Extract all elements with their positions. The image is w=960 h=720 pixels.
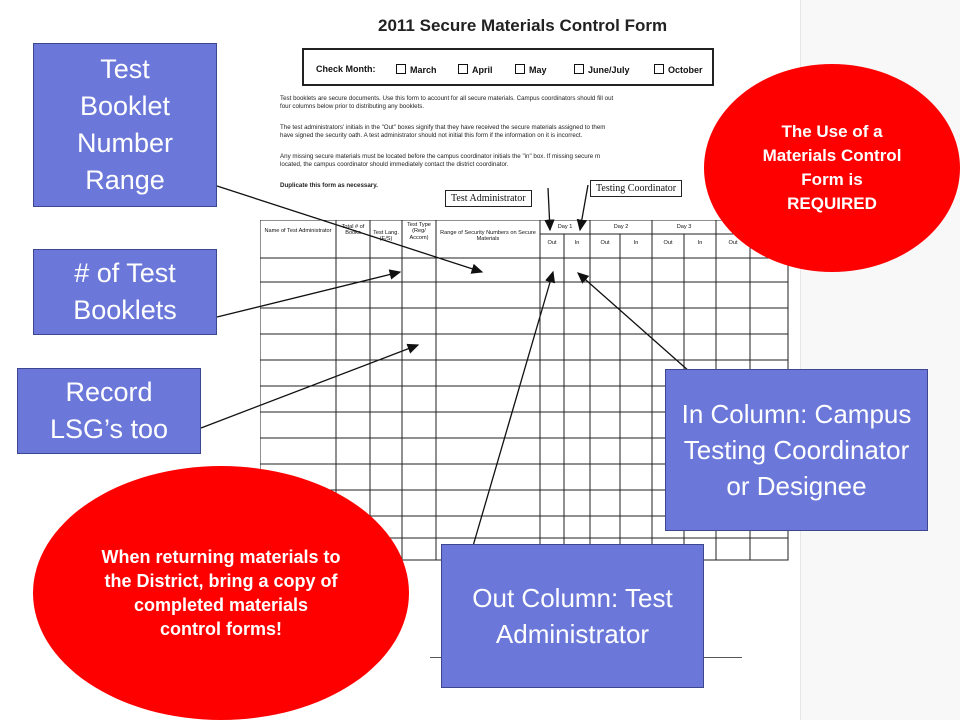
month-option-march[interactable]: March [396,64,437,75]
callout-in-column: In Column: Campus Testing Coordinator or Designee [665,369,928,531]
arrow-out-column [473,272,553,546]
check-month-label: Check Month: [316,64,376,74]
form-title: 2011 Secure Materials Control Form [378,16,668,35]
col-range-security-numbers: Range of Security Numbers on Secure Materials [440,230,536,243]
arrow-tag-coordinator [580,185,588,230]
col-day-3: Day 3 [676,224,692,230]
testing-coordinator-tag: Testing Coordinator [590,180,682,197]
col-name-of-test-administrator: Name of Test Administrator [264,228,332,234]
callout-booklet-number-range: Test Booklet Number Range [33,43,217,207]
col-out: Out [663,240,673,246]
arrow-tag-administrator [548,188,550,230]
month-option-may[interactable]: May [515,64,547,75]
instruction-line: four columns below prior to distributing any booklets. [280,103,425,110]
callout-out-column: Out Column: Test Administrator [441,544,704,688]
col-out: Out [728,240,738,246]
col-total-books: Total # of Books [341,224,365,237]
instruction-line: Any missing secure materials must be located before the campus coordinator initials the "in" box. If missing secure m [280,153,601,160]
oval-returning-materials: When returning materials to the District, bring a copy of completed materials control forms! [33,466,409,720]
instruction-line: The test administrators' initials in the "Out" boxes signify that they have received the secure materials assigned to them [280,124,606,131]
col-day-1: Day 1 [557,224,573,230]
month-option-october[interactable]: October [654,64,703,75]
arrow-record-lsg [201,345,418,428]
instruction-line: located, the campus coordinator should immediately contact the district coordinator. [280,161,509,168]
month-option-june-july[interactable]: June/July [574,64,630,75]
col-in: In [633,240,639,246]
duplicate-note: Duplicate this form as necessary. [280,182,378,189]
col-out: Out [547,240,557,246]
col-out: Out [600,240,610,246]
col-test-type: Test Type (Reg/ Accom) [407,222,431,241]
test-administrator-tag: Test Administrator [445,190,532,207]
instruction-line: Test booklets are secure documents. Use this form to account for all secure materials. Campus coordinators should fill out [280,95,614,102]
col-day-2: Day 2 [613,224,629,230]
col-in: In [697,240,703,246]
month-option-april[interactable]: April [458,64,493,75]
instruction-line: have signed the security oath. A test administrator should not initial this form if the information on it is incorrect. [280,132,583,139]
arrow-num-booklets [217,272,400,317]
col-in: In [574,240,580,246]
oval-form-required: The Use of a Materials Control Form is REQUIRED [704,64,960,272]
callout-record-lsg: Record LSG’s too [17,368,201,454]
arrow-booklet-range [217,186,482,272]
arrow-in-column [578,273,690,372]
col-test-lang: Test Lang. (E/S) [373,230,399,243]
callout-num-test-booklets: # of Test Booklets [33,249,217,335]
